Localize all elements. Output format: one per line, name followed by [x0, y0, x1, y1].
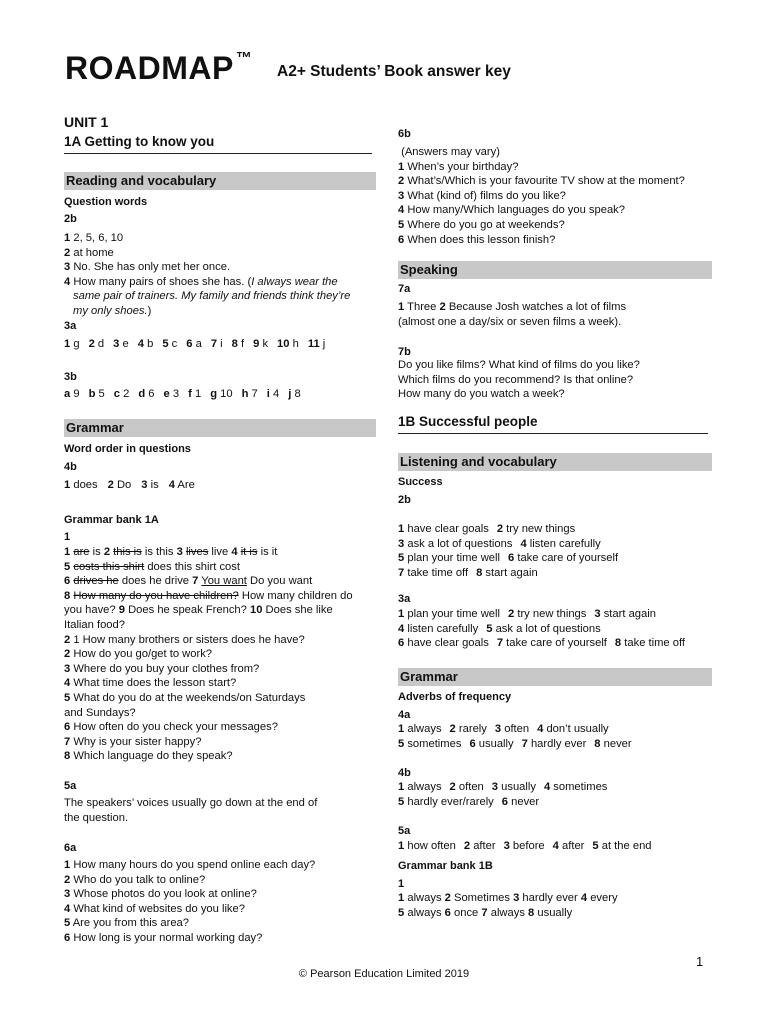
- answer-line: 2 Who do you talk to online?: [64, 873, 206, 886]
- answer-line: [398, 522, 708, 537]
- answers-4b: [64, 478, 372, 493]
- answer-pair: 2 try new things: [496, 523, 576, 535]
- answer-line: 2 How do you go/get to work?: [64, 648, 213, 661]
- section-grammar: Grammar: [64, 419, 376, 437]
- subhead-success: Success: [398, 476, 443, 488]
- subhead-word-order: Word order in questions: [64, 443, 191, 455]
- answer-line: [398, 795, 708, 810]
- answer-pair: 10 h: [277, 338, 299, 350]
- answer-pair: c 2: [113, 388, 130, 400]
- answer-line: [398, 607, 708, 622]
- answer-line: 6 How often do you check your messages?: [64, 721, 278, 734]
- answer-line: 6 How long is your normal working day?: [64, 931, 263, 944]
- answer-pair: 3 ask a lot of questions: [398, 537, 513, 550]
- answer-pair: 5 at the end: [592, 840, 652, 852]
- answer-pair: 7 take time off: [398, 566, 469, 579]
- answer-pair: 7 take care of yourself: [496, 637, 607, 650]
- exercise-code-7b: 7b: [398, 346, 411, 358]
- answer-line: [398, 636, 708, 651]
- answer-pair: 6 a: [186, 338, 202, 350]
- answers-2b-right: [398, 522, 708, 580]
- answer-line: 4 What kind of websites do you like?: [64, 902, 245, 915]
- answers-3b: [64, 387, 372, 402]
- exercise-code-6b: 6b: [398, 128, 411, 140]
- answer-line: 8 How many do you have children? How many children do: [64, 589, 353, 602]
- answer-pair: 8 start again: [476, 566, 538, 579]
- answer-pair: 3 start again: [594, 608, 656, 620]
- answer-pair: 3 usually: [491, 781, 536, 793]
- exercise-code-4a: 4a: [398, 709, 411, 721]
- exercise-code-3a: 3a: [64, 320, 77, 332]
- answer-pair: 1 how often: [398, 840, 456, 852]
- answer-pair: 11 j: [307, 338, 326, 350]
- answer-line: 7 Why is your sister happy?: [64, 735, 202, 748]
- exercise-code-4b-right: 4b: [398, 767, 411, 779]
- answer-pair: 2 after: [463, 840, 496, 852]
- page-subtitle: A2+ Students’ Book answer key: [277, 63, 511, 80]
- answer-pair: 8 never: [594, 737, 632, 750]
- answer-line: 4 How many/Which languages do you speak?: [398, 204, 626, 217]
- answers-7b: Do you like films? What kind of films do you like? Which films do you recommend? Is that online? How many do you watch a week?: [398, 359, 640, 401]
- answer-pair: 4 listen carefully: [520, 537, 601, 550]
- answer-pair: 4 don’t usually: [537, 723, 609, 735]
- exercise-code-5a: 5a: [64, 780, 77, 792]
- subhead-adverbs: Adverbs of frequency: [398, 691, 512, 703]
- answer-line: [398, 722, 708, 737]
- answer-line: 5 Are you from this area?: [64, 917, 190, 930]
- answer-line: my only shoes.): [73, 304, 152, 317]
- answer-line: 1 How many hours do you spend online each day?: [64, 859, 316, 871]
- answer-pair: 6 usually: [469, 737, 514, 750]
- answer-pair: 3 often: [494, 723, 530, 735]
- exercise-code-2b: 2b: [64, 213, 77, 225]
- answers-5a: The speakers’ voices usually go down at the end of the question.: [64, 797, 318, 824]
- answer-line: 1 When’s your birthday?: [398, 160, 519, 173]
- answer-line: [398, 622, 708, 637]
- answer-line: 6 drives he does he drive 7 You want Do you want: [64, 575, 313, 588]
- answer-pair: 3 is: [141, 479, 159, 491]
- answer-line: 3 What (kind of) films do you like?: [398, 189, 566, 202]
- answers-7a: 1 Three 2 Because Josh watches a lot of films (almost one a day/six or seven films a week).: [398, 301, 627, 328]
- answer-pair: 1 have clear goals: [398, 523, 489, 535]
- answer-line: 5 What do you do at the weekends/on Saturdays: [64, 691, 306, 704]
- answer-pair: 5 sometimes: [398, 737, 462, 750]
- answer-line: same pair of trainers. My family and friends think they’re: [73, 290, 351, 303]
- answer-line: [398, 566, 708, 581]
- answer-pair: j 8: [288, 388, 301, 400]
- answer-line: 5 costs this shirt does this shirt cost: [64, 560, 240, 573]
- answer-line: 1 are is 2 this is is this 3 lives live 4 it is is it: [64, 546, 278, 558]
- answer-pair: 2 Do: [107, 479, 132, 491]
- answers-4b-right: [398, 780, 708, 809]
- answer-line: 4 What time does the lesson start?: [64, 677, 237, 690]
- answer-pair: 4 b: [137, 338, 154, 350]
- grammar-bank-1b-answers: 1 always 2 Sometimes 3 hardly ever 4 every 5 always 6 once 7 always 8 usually: [398, 892, 618, 919]
- exercise-code-7a: 7a: [398, 283, 411, 295]
- section-listening-vocabulary: Listening and vocabulary: [398, 453, 712, 471]
- answer-pair: 3 before: [503, 840, 545, 852]
- answer-line: [398, 537, 708, 552]
- answer-pair: 1 does: [64, 479, 98, 491]
- answer-line: [398, 737, 708, 752]
- answer-pair: 1 g: [64, 338, 80, 350]
- lesson-title-1a: 1A Getting to know you: [64, 135, 372, 154]
- answer-pair: 8 f: [231, 338, 245, 350]
- answer-line: 3 Whose photos do you look at online?: [64, 888, 257, 901]
- page-number: 1: [696, 954, 704, 969]
- exercise-code-4b: 4b: [64, 461, 77, 473]
- lesson-title-1b: 1B Successful people: [398, 415, 708, 434]
- answer-pair: 9 k: [253, 338, 269, 350]
- copyright-footer: © Pearson Education Limited 2019: [298, 968, 470, 980]
- answer-pair: d 6: [138, 388, 155, 400]
- answer-line: 2 at home: [64, 246, 114, 259]
- answers-2b: [64, 231, 372, 319]
- answer-line: 2 What’s/Which is your favourite TV show at the moment?: [398, 175, 685, 188]
- exercise-code-5a-right: 5a: [398, 825, 411, 837]
- answer-line: 8 Which language do they speak?: [64, 750, 233, 763]
- brand-title: [65, 50, 252, 87]
- exercise-code-2b-right: 2b: [398, 494, 411, 506]
- answer-line: 6 When does this lesson finish?: [398, 233, 556, 246]
- answers-3a: [64, 337, 372, 352]
- answer-line: 2 1 How many brothers or sisters does he have?: [64, 633, 305, 646]
- answer-pair: 2 often: [449, 781, 484, 793]
- answer-pair: 4 listen carefully: [398, 622, 479, 635]
- unit-title: UNIT 1: [64, 114, 109, 130]
- answer-line: [398, 839, 708, 854]
- answer-pair: 1 plan your time well: [398, 608, 500, 620]
- section-speaking: Speaking: [398, 261, 712, 279]
- answer-pair: 5 c: [162, 338, 178, 350]
- answer-pair: 2 d: [88, 338, 105, 350]
- exercise-code-3b: 3b: [64, 371, 77, 383]
- subhead-question-words: Question words: [64, 196, 148, 208]
- grammar-bank-ex-1: 1: [64, 531, 71, 543]
- answer-pair: 2 try new things: [508, 608, 587, 620]
- grammar-bank-1a: Grammar bank 1A: [64, 514, 159, 526]
- answers-4a: [398, 722, 708, 751]
- answer-line: 3 Where do you buy your clothes from?: [64, 662, 260, 675]
- answer-pair: 4 Are: [168, 479, 195, 491]
- answers-6a: [64, 858, 372, 946]
- section-reading-vocabulary: Reading and vocabulary: [64, 172, 376, 190]
- answer-pair: i 4: [266, 388, 280, 400]
- answer-line: and Sundays?: [61, 706, 136, 719]
- exercise-code-6a: 6a: [64, 842, 77, 854]
- answer-pair: 6 have clear goals: [398, 637, 489, 650]
- answers-3a-right: [398, 607, 708, 651]
- answer-pair: a 9: [64, 388, 80, 400]
- answer-pair: 4 sometimes: [543, 781, 608, 793]
- answer-line: 4 How many pairs of shoes she has. (I always wear the: [64, 275, 338, 288]
- answer-line: 5 Where do you go at weekends?: [398, 218, 565, 231]
- exercise-code-3a-right: 3a: [398, 593, 411, 605]
- answer-pair: 8 take time off: [614, 637, 685, 650]
- answer-pair: f 1: [188, 388, 202, 400]
- answers-5a-right: [398, 839, 708, 854]
- answer-pair: b 5: [88, 388, 105, 400]
- grammar-bank-1b: Grammar bank 1B: [398, 860, 493, 872]
- section-grammar-right: Grammar: [398, 668, 712, 686]
- answer-pair: 2 rarely: [449, 723, 487, 735]
- answer-pair: 6 never: [501, 795, 540, 808]
- answer-line: 1 2, 5, 6, 10: [64, 232, 124, 244]
- answer-pair: 5 hardly ever/rarely: [398, 795, 494, 808]
- answer-line: Italian food?: [64, 618, 125, 631]
- answer-pair: 4 after: [552, 840, 585, 852]
- answer-pair: e 3: [163, 388, 180, 400]
- answer-pair: 6 take care of yourself: [508, 552, 619, 565]
- answer-pair: 5 plan your time well: [398, 552, 500, 565]
- answer-pair: h 7: [241, 388, 258, 400]
- answer-pair: 1 always: [398, 723, 442, 735]
- answer-pair: 7 hardly ever: [521, 737, 587, 750]
- answer-pair: 3 e: [113, 338, 129, 350]
- grammar-bank-1b-ex-1: 1: [398, 878, 405, 890]
- answer-pair: 1 always: [398, 781, 442, 793]
- answer-line: 3 No. She has only met her once.: [64, 261, 231, 274]
- answer-pair: 7 i: [210, 338, 223, 350]
- answer-line: [398, 551, 708, 566]
- answer-pair: g 10: [210, 388, 233, 400]
- trademark: ™: [235, 50, 253, 67]
- brand-name: ROADMAP: [65, 50, 234, 86]
- answer-pair: 5 ask a lot of questions: [486, 622, 601, 635]
- grammar-bank-1a-answers: [61, 545, 372, 764]
- answer-line: you have? 9 Does he speak French? 10 Does she like: [64, 604, 333, 617]
- answers-6b: (Answers may vary) 1 When’s your birthday? 2 What’s/Which is your favourite TV show at the moment? 3 What (kind of) films do you like? 4 How many/Which languages do you speak? 5 Where do you go at weekends? 6 When does this lesson finish?: [398, 145, 708, 247]
- answer-line: [398, 780, 708, 795]
